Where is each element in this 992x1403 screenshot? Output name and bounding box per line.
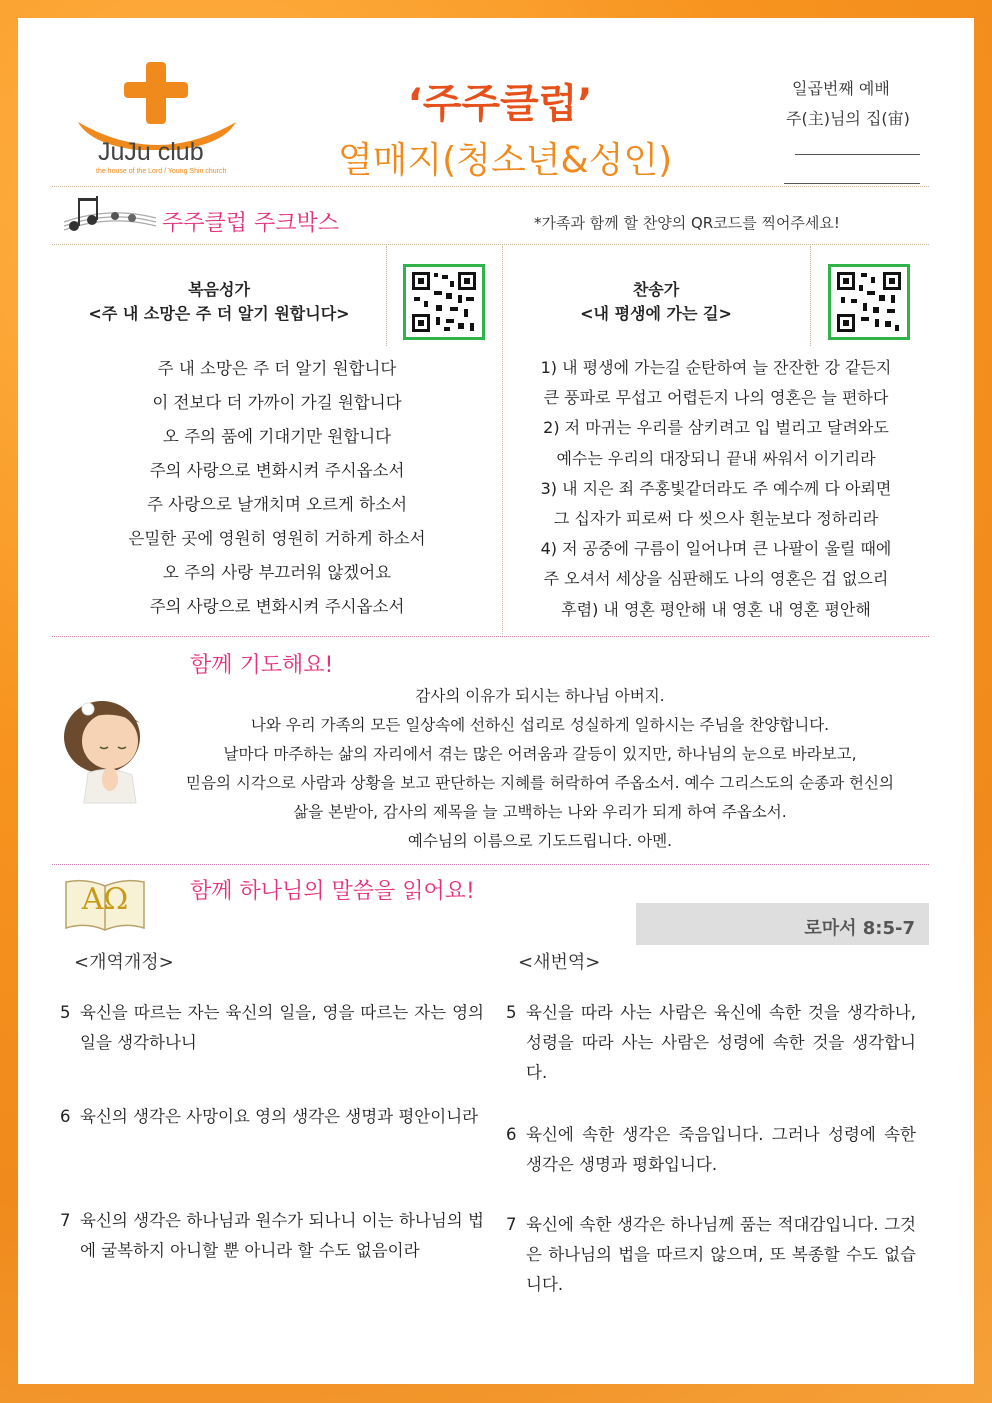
- qr-code-icon: [406, 267, 482, 337]
- qr-divider-right: [810, 246, 811, 346]
- verse-text: 육신을 따르는 자는 육신의 일을, 영을 따르는 자는 영의 일을 생각하나니: [80, 1003, 484, 1052]
- blank-line-2: [784, 183, 920, 184]
- divider: [52, 636, 929, 637]
- lyric-line: 주 내 소망은 주 더 알기 원합니다: [157, 359, 397, 378]
- verse-text: 육신의 생각은 사망이요 영의 생각은 생명과 평안이니라: [80, 1107, 479, 1126]
- lyric-line: 그 십자가 피로써 다 씻으사 흰눈보다 정하리라: [553, 509, 879, 529]
- right-verse-7: [506, 1210, 916, 1300]
- verse-text: 육신의 생각은 하나님과 원수가 되나니 이는 하나님의 법에 굴복하지 아니할 뿐 아니라 할 수도 없음이라: [80, 1211, 484, 1260]
- jukebox-title: 주주클럽 주크박스: [162, 211, 340, 236]
- verse-number: 6: [506, 1125, 517, 1144]
- lyric-line: 주의 사랑으로 변화시켜 주시옵소서: [149, 461, 405, 480]
- lyric-line: 주 사랑으로 날개치며 오르게 하소서: [146, 495, 408, 514]
- music-notes-icon: [60, 196, 160, 236]
- left-verse-7: [60, 1206, 484, 1266]
- prayer-line: 믿음의 시각으로 사람과 상황을 보고 판단하는 지혜를 허락하여 주옵소서. 예수 그리스도의 순종과 헌신의: [186, 774, 894, 792]
- verse-number: 6: [60, 1107, 71, 1126]
- left-verse-6: [60, 1102, 484, 1132]
- divider: [52, 244, 929, 245]
- week-label: 일곱번째 예배: [792, 79, 890, 98]
- jukebox-note: *가족과 함께 할 찬양의 QR코드를 찍어주세요!: [534, 214, 840, 232]
- blank-line-1: [795, 154, 920, 155]
- lyric-line: 오 주의 품에 기대기만 원합니다: [162, 427, 392, 446]
- prayer-body: [150, 682, 930, 856]
- prayer-line: 날마다 마주하는 삶의 자리에서 겪는 많은 어려움과 갈등이 있지만, 하나님의 눈으로 바라보고,: [223, 745, 857, 763]
- alpha-omega-text: AΩ: [81, 882, 129, 917]
- qr-divider-left: [386, 246, 387, 346]
- page-subtitle: 열매지(청소년&성인): [337, 140, 673, 181]
- lyric-line: 큰 풍파로 무섭고 어렵든지 나의 영혼은 늘 편하다: [543, 388, 889, 408]
- qr-code-icon: [831, 267, 907, 337]
- lyric-line: 3) 내 지은 죄 주홍빛같더라도 주 예수께 다 아뢰면: [540, 478, 892, 498]
- left-lyrics: [52, 352, 502, 624]
- logo-tagline: the house of the Lord / Young Shin church: [96, 168, 227, 175]
- lyric-line: 예수는 우리의 대장되니 끝내 싸워서 이기리라: [556, 448, 876, 468]
- logo: [72, 60, 242, 180]
- left-qr-code[interactable]: [403, 264, 485, 340]
- left-song-category: 복음성가: [188, 280, 250, 299]
- left-version-label: <개역개정>: [74, 952, 174, 973]
- right-version-label: <새번역>: [518, 952, 601, 973]
- lyric-line: 주 오셔서 세상을 심판해도 나의 영혼은 겁 없으리: [543, 569, 889, 589]
- word-title: 함께 하나님의 말씀을 읽어요!: [190, 879, 475, 904]
- verse-reference: [636, 903, 929, 945]
- verse-text: 육신을 따라 사는 사람은 육신에 속한 것을 생각하나, 성령을 따라 사는 사람은 성령에 속한 것을 생각합니다.: [526, 1003, 916, 1082]
- verse-number: 7: [506, 1215, 517, 1234]
- verse-number: 7: [60, 1211, 71, 1230]
- right-qr-code[interactable]: [828, 264, 910, 340]
- verse-number: 5: [506, 1003, 517, 1022]
- praying-girl-icon: [58, 695, 148, 805]
- lyric-line: 오 주의 사랑 부끄러워 않겠어요: [162, 563, 392, 582]
- divider: [52, 864, 929, 865]
- prayer-line: 삶을 본받아, 감사의 제목을 늘 고백하는 나와 우리가 되게 하여 주옵소서.: [293, 803, 787, 821]
- verse-text: 육신에 속한 생각은 하나님께 품는 적대감입니다. 그것은 하나님의 법을 따르지 않으며, 또 복종할 수도 없습니다.: [526, 1215, 916, 1294]
- prayer-line: 예수님의 이름으로 기도드립니다. 아멘.: [407, 832, 673, 850]
- right-lyrics: [506, 353, 926, 625]
- right-song-title: <내 평생에 가는 길>: [580, 304, 732, 323]
- right-song-category: 찬송가: [632, 280, 680, 299]
- lyric-line: 주의 사랑으로 변화시켜 주시옵소서: [149, 597, 405, 616]
- lyric-line: 후렴) 내 영혼 평안해 내 영혼 내 영혼 평안해: [561, 599, 871, 619]
- prayer-line: 감사의 이유가 되시는 하나님 아버지.: [415, 687, 665, 705]
- verse-number: 5: [60, 1003, 71, 1022]
- lyric-line: 4) 저 공중에 구름이 일어나며 큰 나팔이 울릴 때에: [540, 539, 892, 559]
- verse-text: 육신에 속한 생각은 죽음입니다. 그러나 성령에 속한 생각은 생명과 평화입니다.: [526, 1125, 916, 1174]
- page-title: ‘주주클럽’: [407, 81, 593, 127]
- verse-reference-text: 로마서 8:5-7: [804, 918, 915, 939]
- divider: [52, 186, 929, 187]
- prayer-title: 함께 기도해요!: [190, 653, 334, 678]
- bible-icon: [62, 876, 148, 934]
- right-verse-5: [506, 998, 916, 1088]
- left-song-title: <주 내 소망은 주 더 알기 원합니다>: [88, 304, 350, 323]
- theme-label: 주(主)님의 집(宙): [786, 109, 910, 128]
- lyric-line: 은밀한 곳에 영원히 영원히 거하게 하소서: [128, 529, 426, 548]
- cross-logo-icon: [72, 60, 242, 150]
- lyric-line: 2) 저 마귀는 우리를 삼키려고 입 벌리고 달려와도: [543, 418, 889, 438]
- prayer-line: 나와 우리 가족의 모든 일상속에 선하신 섭리로 성실하게 일하시는 주님을 찬양합니다.: [250, 716, 830, 734]
- left-verse-5: [60, 998, 484, 1058]
- logo-name: JuJu club: [98, 138, 204, 166]
- lyric-line: 1) 내 평생에 가는길 순탄하여 늘 잔잔한 강 같든지: [540, 358, 892, 377]
- lyric-line: 이 전보다 더 가까이 가길 원합니다: [152, 393, 402, 412]
- right-verse-6: [506, 1120, 916, 1180]
